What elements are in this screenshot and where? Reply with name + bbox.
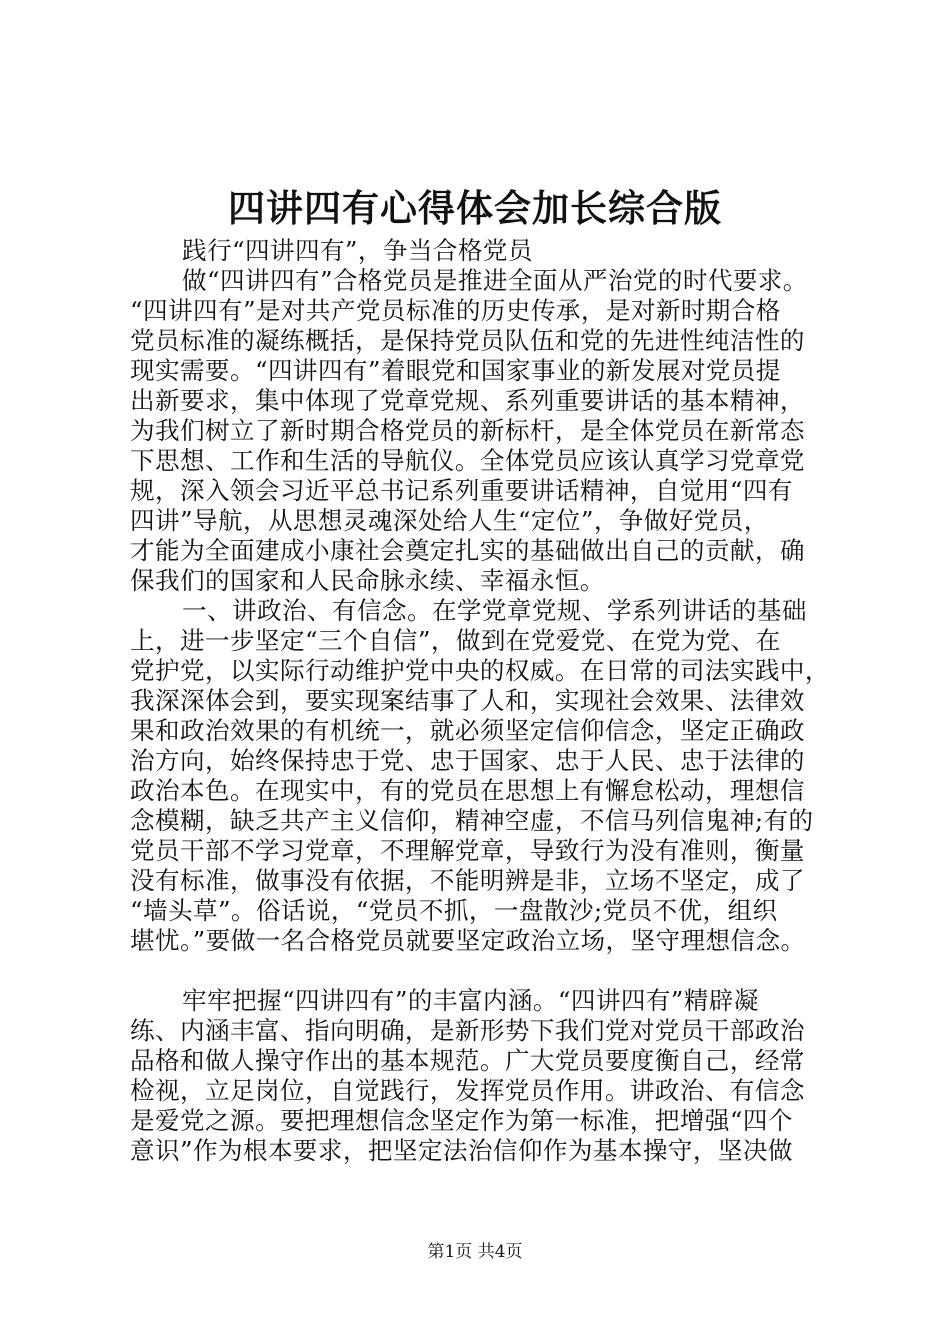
paragraph-line: 四讲”导航，从思想灵魂深处给人生“定位”，争做好党员， xyxy=(130,506,769,535)
paragraph-line: 是爱党之源。要把理想信念坚定作为第一标准，把增强“四个 xyxy=(130,1106,793,1135)
paragraph-line: 果和政治效果的有机统一，就必须坚定信仰信念，坚定正确政 xyxy=(130,716,805,745)
paragraph-line: 治方向，始终保持忠于党、忠于国家、忠于人民、忠于法律的 xyxy=(130,746,805,775)
paragraph-line: 念模糊，缺乏共产主义信仰，精神空虚，不信马列信鬼神;有的 xyxy=(130,806,814,835)
paragraph-line: 堪忧。”要做一名合格党员就要坚定政治立场，坚守理想信念。 xyxy=(130,926,806,955)
paragraph-line: 意识”作为根本要求，把坚定法治信仰作为基本操守，坚决做 xyxy=(130,1136,793,1165)
paragraph-line: 下思想、工作和生活的导航仪。全体党员应该认真学习党章党 xyxy=(130,446,805,475)
paragraph-line: “墙头草”。俗话说，“党员不抓，一盘散沙;党员不优，组织 xyxy=(130,896,778,925)
paragraph-line: 没有标准，做事没有依据，不能明辨是非，立场不坚定，成了 xyxy=(130,866,805,895)
paragraph-line: 一、讲政治、有信念。在学党章党规、学系列讲话的基础 xyxy=(182,596,807,625)
paragraph-line: 检视，立足岗位，自觉践行，发挥党员作用。讲政治、有信念 xyxy=(130,1076,805,1105)
paragraph-line: 党员干部不学习党章，不理解党章，导致行为没有准则，衡量 xyxy=(130,836,805,865)
document-body xyxy=(130,236,830,1166)
paragraph-line: 我深深体会到，要实现案结事了人和，实现社会效果、法律效 xyxy=(130,686,805,715)
paragraph-line: 练、内涵丰富、指向明确，是新形势下我们党对党员干部政治 xyxy=(130,1016,805,1045)
paragraph-line: 做“四讲四有”合格党员是推进全面从严治党的时代要求。 xyxy=(182,266,808,295)
subtitle-line: 践行“四讲四有”，争当合格党员 xyxy=(182,236,533,265)
paragraph-line: 才能为全面建成小康社会奠定扎实的基础做出自己的贡献，确 xyxy=(130,536,805,565)
paragraph-line: 现实需要。“四讲四有”着眼党和国家事业的新发展对党员提 xyxy=(130,356,781,385)
paragraph-line: 保我们的国家和人民命脉永续、幸福永恒。 xyxy=(130,566,605,595)
paragraph-line: “四讲四有”是对共产党员标准的历史传承，是对新时期合格 xyxy=(130,296,781,325)
document-title: 四讲四有心得体会加长综合版 xyxy=(228,186,722,230)
paragraph-line: 品格和做人操守作出的基本规范。广大党员要度衡自己，经常 xyxy=(130,1046,805,1075)
paragraph-line: 党员标准的凝练概括，是保持党员队伍和党的先进性纯洁性的 xyxy=(130,326,805,355)
page-number-footer: 第1页 共4页 xyxy=(427,1242,523,1262)
paragraph-line: 上，进一步坚定“三个自信”，做到在党爱党、在党为党、在 xyxy=(130,626,781,655)
paragraph-line: 牢牢把握“四讲四有”的丰富内涵。“四讲四有”精辟凝 xyxy=(182,986,759,1015)
paragraph-line: 党护党，以实际行动维护党中央的权威。在日常的司法实践中， xyxy=(130,656,830,685)
paragraph-line: 规，深入领会习近平总书记系列重要讲话精神，自觉用“四有 xyxy=(130,476,793,505)
paragraph-line: 政治本色。在现实中，有的党员在思想上有懈怠松动，理想信 xyxy=(130,776,805,805)
paragraph-gap xyxy=(130,956,825,986)
paragraph-line: 为我们树立了新时期合格党员的新标杆，是全体党员在新常态 xyxy=(130,416,805,445)
paragraph-line: 出新要求，集中体现了党章党规、系列重要讲话的基本精神， xyxy=(130,386,805,415)
